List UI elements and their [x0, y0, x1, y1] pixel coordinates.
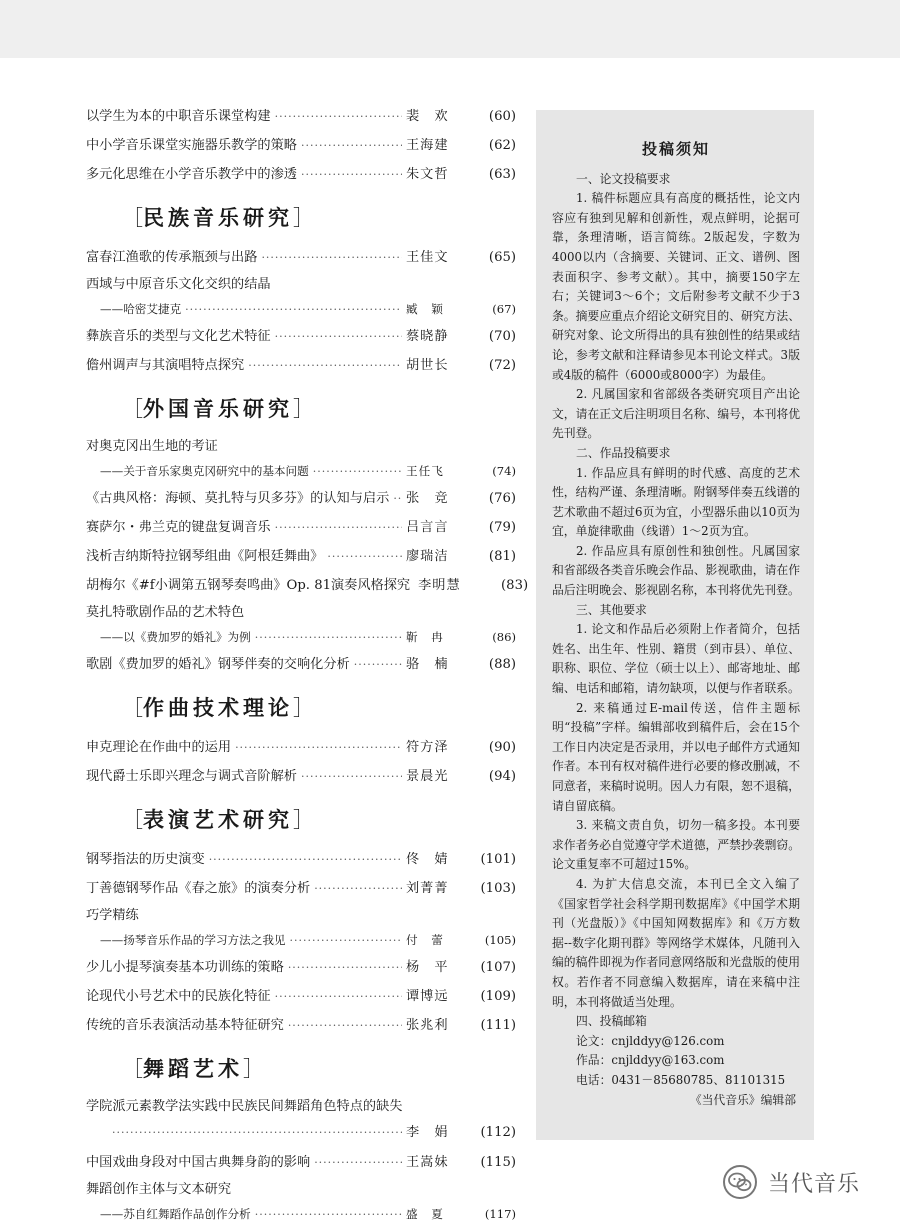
entry-author: 李明慧	[418, 578, 461, 593]
bracket-left: ［	[122, 206, 143, 230]
page-top-strip	[0, 0, 900, 58]
entry-leader-line	[86, 1120, 516, 1146]
entry-author: 廖瑞洁	[406, 549, 449, 564]
wechat-icon	[722, 1164, 758, 1200]
entry-title: 以学生为本的中职音乐课堂构建	[86, 109, 271, 124]
toc-entry	[86, 602, 516, 648]
toc-entry	[86, 544, 516, 569]
entry-line	[86, 324, 516, 349]
section-heading-text: 作曲技术理论	[143, 695, 293, 720]
entry-author: 佟 婧	[406, 852, 449, 867]
entry-line	[86, 104, 516, 129]
entry-subtitle: ——哈密艾捷克	[100, 302, 182, 316]
entry-line	[86, 245, 516, 270]
entry-author: 符方泽	[406, 740, 449, 755]
entry-author: 付 蕾	[406, 933, 444, 947]
entry-title-line	[86, 436, 516, 458]
entry-author: 胡世长	[406, 358, 449, 373]
entry-author: 盛 夏	[406, 1207, 444, 1221]
section-heading-text: 外国音乐研究	[143, 396, 293, 421]
entry-line	[86, 486, 516, 511]
bracket-right: ］	[293, 397, 314, 421]
entry-title: 申克理论在作曲中的运用	[86, 740, 232, 755]
dot-leader	[235, 735, 402, 760]
dot-leader	[112, 1120, 402, 1146]
notice-paragraph: 4. 为扩大信息交流，本刊已全文入编了《国家哲学社会科学期刊数据库》《中国学术期刊（光盘版）》《中国知网数据库》和《万方数据--数字化期刊群》等网络学术媒体，凡随刊入编的稿件即视为作者同意网络版和光盘版的使用权。若作者不同意编入数据库，请在来稿中注明，本刊将做适当处理。	[552, 876, 800, 1009]
entry-line	[86, 544, 516, 569]
notice-paragraph: 1. 论文和作品后必须附上作者简介，包括姓名、出生年、性别、籍贯（到市县）、单位、职称、职位、学位（硕士以上）、邮寄地址、邮编、电话和邮箱，请勿缺项，以便与作者联系。	[552, 622, 800, 696]
bracket-right: ］	[293, 206, 314, 230]
dot-leader	[275, 515, 402, 540]
entry-author: 王嵩妹	[406, 1155, 449, 1170]
dot-leader	[314, 876, 402, 901]
dot-leader	[255, 1204, 402, 1226]
entry-author: 杨 平	[406, 960, 449, 975]
entry-subtitle-line	[86, 460, 516, 482]
entry-title: 多元化思维在小学音乐教学中的渗透	[86, 167, 297, 182]
dot-leader	[314, 1150, 402, 1175]
toc-entry	[86, 104, 516, 129]
table-of-contents	[86, 104, 529, 1229]
bracket-right: ］	[293, 808, 314, 832]
entry-page: (76)	[488, 491, 516, 506]
dot-leader	[288, 955, 402, 980]
notice-paragraph: 1. 作品应具有鲜明的时代感、高度的艺术性，结构严谨、条理清晰。附钢琴伴奏五线谱的艺术歌曲不超过6页为宜，小型器乐曲以10页为宜，单旋律歌曲（线谱）1～2页为宜。	[552, 465, 800, 539]
notice-paragraph: 2. 凡属国家和省部级各类研究项目产出论文，请在正文后注明项目名称、编号，本刊将优先刊登。	[552, 387, 800, 441]
entry-subtitle-line	[86, 298, 516, 320]
notice-paragraph: 3. 来稿文责自负，切勿一稿多投。本刊要求作者务必自觉遵守学术道德，严禁抄袭剽窃。论文重复率不可超过15%。	[552, 818, 800, 872]
entry-author: 谭博远	[406, 989, 449, 1004]
entry-line	[86, 955, 516, 980]
dot-leader	[248, 353, 402, 378]
entry-author: 靳 冉	[406, 630, 444, 644]
toc-entry	[86, 735, 516, 760]
notice-paragraph: 2. 来稿通过E-mail传送，信件主题标明“投稿”字样。编辑部收到稿件后，会在15个工作日内决定是否录用，并以电子邮件方式通知作者。本刊有权对稿件进行必要的修改删减，不同意者，来稿时说明。因人力有限，恕不退稿，请自留底稿。	[552, 700, 800, 813]
notice-paragraph: 2. 作品应具有原创性和独创性。凡属国家和省部级各类音乐晚会作品、影视歌曲，请在作品后注明晚会、影视剧名称，本刊将优先刊登。	[552, 543, 800, 598]
section-heading	[122, 691, 516, 725]
entry-author: 骆 楠	[406, 657, 449, 672]
dot-leader	[393, 486, 402, 511]
toc-entry	[86, 652, 516, 677]
toc-entry	[86, 955, 516, 980]
notice-title: 投稿须知	[641, 140, 710, 158]
section-heading-text: 表演艺术研究	[143, 807, 293, 832]
entry-author: 臧 颖	[406, 302, 444, 316]
entry-page: (70)	[488, 329, 516, 344]
dot-leader	[301, 162, 402, 187]
entry-author: 王海建	[406, 138, 449, 153]
dot-leader	[275, 984, 402, 1009]
notice-heading: 一、论文投稿要求	[576, 171, 671, 186]
entry-line	[86, 984, 516, 1009]
entry-title: 胡梅尔《#f小调第五钢琴奏鸣曲》Op. 81演奏风格探究	[86, 578, 411, 593]
watermark	[722, 1164, 860, 1200]
entry-line	[86, 573, 529, 598]
toc-entry	[86, 847, 516, 872]
entry-page: (63)	[488, 167, 516, 182]
entry-title-line	[86, 905, 516, 927]
entry-page: (88)	[488, 657, 516, 672]
entry-title-line	[86, 1096, 516, 1118]
section-heading-text: 民族音乐研究	[143, 205, 293, 230]
toc-entry	[86, 905, 516, 951]
entry-title: 现代爵士乐即兴理念与调式音阶解析	[86, 769, 297, 784]
entry-page: (81)	[488, 549, 516, 564]
entry-subtitle-line	[86, 626, 516, 648]
toc-entry	[86, 486, 516, 511]
entry-page: (111)	[480, 1018, 516, 1033]
entry-title: 钢琴指法的历史演变	[86, 852, 205, 867]
entry-page: (62)	[488, 138, 516, 153]
entry-title: 富春江渔歌的传承瓶颈与出路	[86, 250, 258, 265]
dot-leader	[275, 324, 402, 349]
entry-line	[86, 764, 516, 789]
notice-contact: 论文：cnjlddyy@126.com	[576, 1033, 725, 1048]
entry-subtitle: ——苏自红舞蹈作品创作分析	[100, 1207, 251, 1221]
entry-line	[86, 847, 516, 872]
bracket-left: ［	[122, 808, 143, 832]
entry-page: (79)	[488, 520, 516, 535]
notice-contact: 电话：0431－85680785、81101315	[576, 1072, 786, 1087]
entry-title-line	[86, 1179, 516, 1201]
entry-title: 对奥克冈出生地的考证	[86, 439, 218, 454]
dot-leader	[354, 652, 402, 677]
entry-line	[86, 133, 516, 158]
toc-entry	[86, 274, 516, 320]
dot-leader	[290, 930, 402, 952]
entry-page: (90)	[488, 740, 516, 755]
notice-body	[552, 170, 800, 1111]
notice-contact: 作品：cnjlddyy@163.com	[576, 1053, 725, 1068]
entry-page: (115)	[480, 1155, 516, 1170]
entry-title: 彝族音乐的类型与文化艺术特征	[86, 329, 271, 344]
entry-line	[86, 1150, 516, 1175]
entry-page: (72)	[488, 358, 516, 373]
bracket-left: ［	[122, 696, 143, 720]
entry-page: (105)	[484, 933, 516, 947]
notice-heading: 四、投稿邮箱	[576, 1014, 647, 1029]
entry-page: (101)	[480, 852, 516, 867]
toc-entry	[86, 984, 516, 1009]
entry-page: (109)	[480, 989, 516, 1004]
toc-entry	[86, 764, 516, 789]
entry-title: 赛萨尔・弗兰克的键盘复调音乐	[86, 520, 271, 535]
toc-entry	[86, 876, 516, 901]
entry-subtitle-line	[86, 1203, 516, 1225]
toc-entry	[86, 515, 516, 540]
entry-title: 传统的音乐表演活动基本特征研究	[86, 1018, 284, 1033]
entry-title: 中国戏曲身段对中国古典舞身韵的影响	[86, 1155, 311, 1170]
entry-line	[86, 1013, 516, 1038]
toc-entry	[86, 1150, 516, 1175]
dot-leader	[261, 245, 402, 270]
entry-title: 少儿小提琴演奏基本功训练的策略	[86, 960, 284, 975]
notice-heading: 三、其他要求	[576, 602, 647, 617]
entry-subtitle-line	[86, 929, 516, 951]
entry-title: 丁善德钢琴作品《春之旅》的演奏分析	[86, 881, 311, 896]
entry-title: 中小学音乐课堂实施器乐教学的策略	[86, 138, 297, 153]
notice-heading: 二、作品投稿要求	[576, 445, 671, 460]
entry-page: (67)	[492, 302, 516, 316]
entry-author: 朱文哲	[406, 167, 449, 182]
entry-page: (83)	[501, 578, 529, 593]
entry-author: 王佳文	[406, 250, 449, 265]
dot-leader	[301, 764, 402, 789]
entry-title: 儋州调声与其演唱特点探究	[86, 358, 245, 373]
section-heading	[122, 392, 516, 426]
entry-author: 裴 欢	[406, 109, 449, 124]
entry-line	[86, 162, 516, 187]
toc-entry	[86, 573, 529, 598]
entry-line	[86, 876, 516, 901]
entry-page: (117)	[484, 1207, 516, 1221]
toc-entry	[86, 1013, 516, 1038]
dot-leader	[313, 461, 402, 483]
section-heading	[122, 1052, 516, 1086]
entry-title-line	[86, 602, 516, 624]
entry-title: 《古典风格：海顿、莫扎特与贝多芬》的认知与启示	[86, 491, 390, 506]
entry-title: 学院派元素教学法实践中民族民间舞蹈角色特点的缺失	[86, 1099, 403, 1114]
dot-leader	[275, 104, 402, 129]
entry-line	[86, 353, 516, 378]
watermark-text: 当代音乐	[768, 1171, 861, 1197]
toc-entry	[86, 133, 516, 158]
entry-page: (86)	[492, 630, 516, 644]
entry-author: 张 竞	[406, 491, 449, 506]
entry-author: 景晨光	[406, 769, 449, 784]
toc-entry	[86, 245, 516, 270]
entry-page: (94)	[488, 769, 516, 784]
entry-title: 莫扎特歌剧作品的艺术特色	[86, 605, 245, 620]
entry-line	[86, 515, 516, 540]
bracket-left: ［	[122, 1057, 143, 1081]
dot-leader	[327, 544, 402, 569]
entry-author: 吕言言	[406, 520, 449, 535]
notice-paragraph: 1. 稿件标题应具有高度的概括性，论文内容应有独到见解和创新性，观点鲜明，论据可靠，条理清晰，语言简练。2版起发，字数为4000以内（含摘要、关键词、正文、谱例、图表面积字、参考文献）。其中，摘要150字左右；关键词3～6个；文后附参考文献不少于3条。摘要应重点介绍论文研究目的、研究方法、研究对象、论文所得出的具有独创性的结果或结论，参考文献和注释请参见本刊论文样式。3版或4版的稿件（6000或8000字）为最佳。	[552, 191, 800, 382]
entry-author: 张兆利	[406, 1018, 449, 1033]
toc-entry	[86, 1096, 516, 1146]
section-heading-text: 舞蹈艺术	[143, 1056, 243, 1081]
entry-subtitle: ——扬琴音乐作品的学习方法之我见	[100, 933, 286, 947]
section-heading	[122, 803, 516, 837]
dot-leader	[288, 1013, 402, 1038]
entry-line	[86, 735, 516, 760]
section-heading	[122, 201, 516, 235]
entry-page: (112)	[480, 1125, 516, 1140]
entry-subtitle: ——关于音乐家奥克冈研究中的基本问题	[100, 464, 309, 478]
bracket-right: ］	[243, 1057, 264, 1081]
submission-notice-box	[536, 110, 814, 1140]
toc-entry	[86, 353, 516, 378]
entry-author: 王任飞	[406, 464, 444, 478]
entry-author: 李 娟	[406, 1125, 449, 1140]
entry-title: 歌剧《费加罗的婚礼》钢琴伴奏的交响化分析	[86, 657, 350, 672]
dot-leader	[301, 133, 402, 158]
entry-title: 论现代小号艺术中的民族化特征	[86, 989, 271, 1004]
dot-leader	[255, 627, 402, 649]
entry-page: (65)	[488, 250, 516, 265]
entry-page: (74)	[492, 464, 516, 478]
entry-page: (60)	[488, 109, 516, 124]
entry-title: 浅析吉纳斯特拉钢琴组曲《阿根廷舞曲》	[86, 549, 324, 564]
bracket-left: ［	[122, 397, 143, 421]
entry-title-line	[86, 274, 516, 296]
entry-title: 舞蹈创作主体与文本研究	[86, 1182, 232, 1197]
entry-subtitle: ——以《费加罗的婚礼》为例	[100, 630, 251, 644]
toc-entry	[86, 162, 516, 187]
entry-title: 西域与中原音乐文化交织的结晶	[86, 277, 271, 292]
toc-entry	[86, 324, 516, 349]
bracket-right: ］	[293, 696, 314, 720]
toc-entry	[86, 1179, 516, 1225]
entry-page: (107)	[480, 960, 516, 975]
dot-leader	[209, 847, 402, 872]
entry-page: (103)	[480, 881, 516, 896]
dot-leader	[185, 299, 402, 321]
notice-signature: 《当代音乐》编辑部	[689, 1092, 796, 1107]
toc-entry	[86, 436, 516, 482]
entry-line	[86, 652, 516, 677]
entry-title: 巧学精练	[86, 908, 139, 923]
entry-author: 蔡晓静	[406, 329, 449, 344]
entry-author: 刘菁菁	[406, 881, 449, 896]
